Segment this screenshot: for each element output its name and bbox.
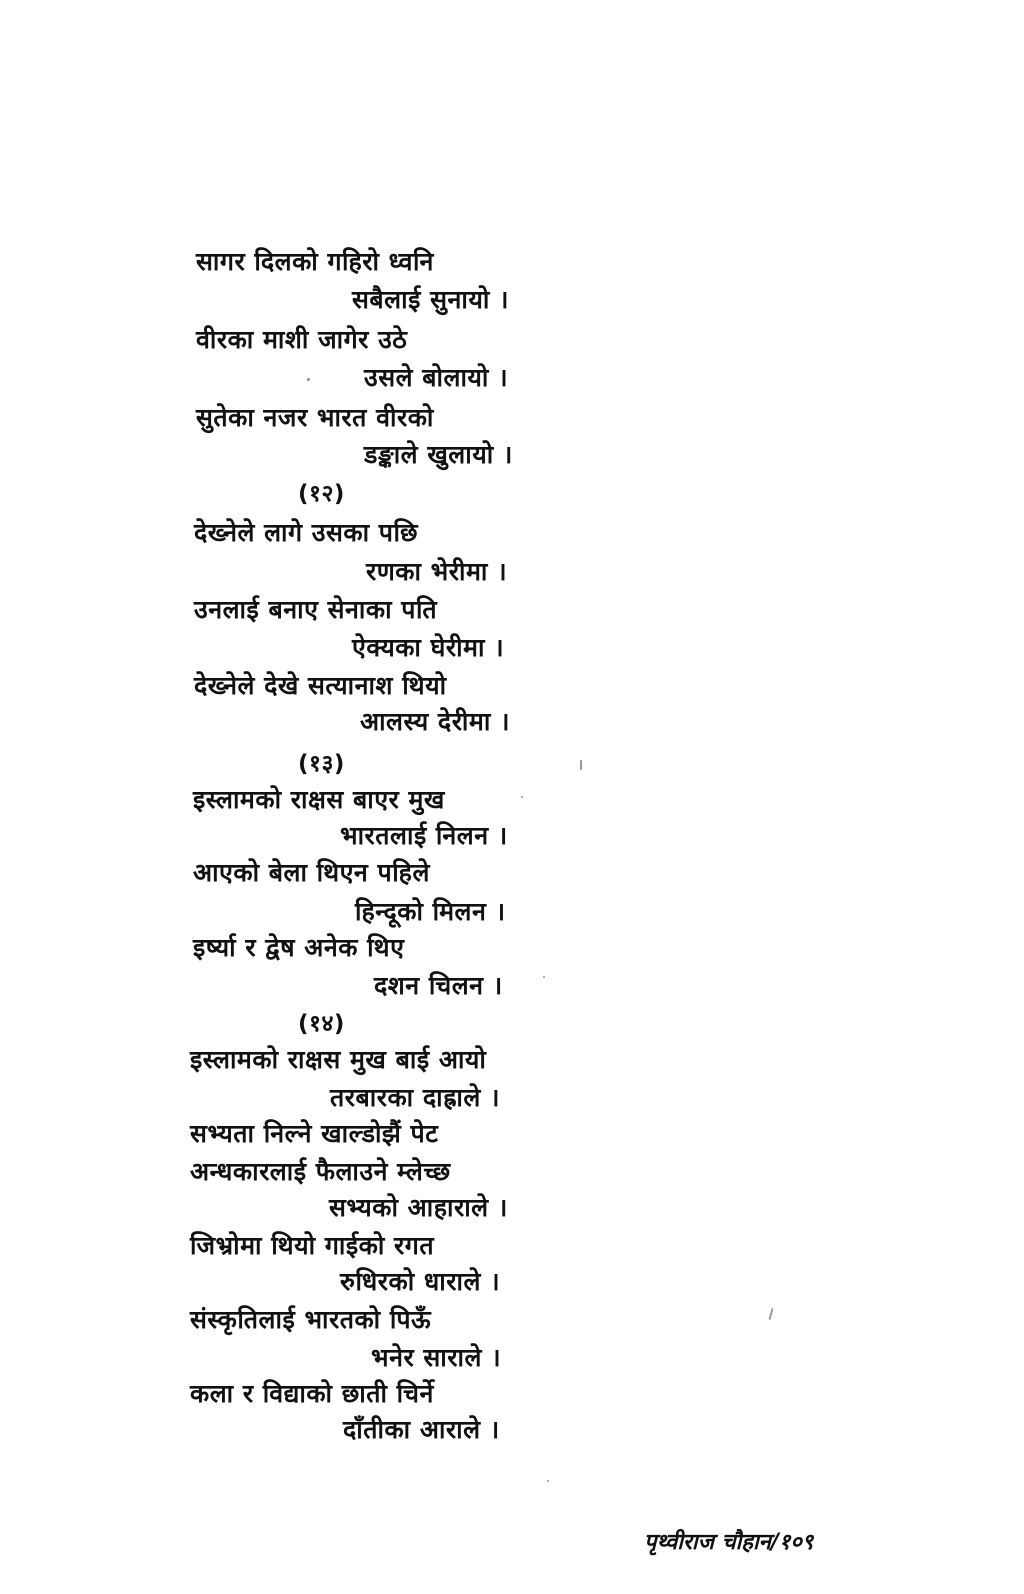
scan-speck	[307, 378, 310, 381]
poem-line: दशन चिलन ।	[374, 971, 503, 1000]
poem-line: आएको बेला थिएन पहिले	[193, 858, 430, 887]
poem-line: कला र विद्याको छाती चिर्ने	[190, 1379, 434, 1408]
stanza-number: (१३)	[298, 751, 345, 777]
poem-line: इस्लामको राक्षस मुख बाई आयो	[190, 1045, 487, 1074]
stanza-number: (१४)	[298, 1011, 345, 1037]
poem-line: जिभ्रोमा थियो गाईको रगत	[190, 1231, 435, 1260]
poem-line: रणका भेरीमा ।	[366, 557, 508, 586]
scan-speck	[580, 760, 582, 770]
poem-line: सुतेका नजर भारत वीरको	[196, 403, 434, 432]
poem-line: संस्कृतिलाई भारतको पिऊँ	[190, 1305, 432, 1334]
scan-speck	[547, 1480, 549, 1482]
stanza-number: (१२)	[298, 481, 345, 507]
poem-line: देख्नेले लागे उसका पछि	[194, 518, 418, 547]
poem-line: इर्ष्या र द्वेष अनेक थिए	[193, 933, 405, 962]
scan-speck	[521, 796, 523, 798]
poem-line: देख्नेले देखे सत्यानाश थियो	[194, 671, 447, 700]
poem-line: भारतलाई निलन ।	[340, 821, 508, 850]
poem-line: अन्धकारलाई फैलाउने म्लेच्छ	[190, 1157, 451, 1186]
poem-line: सबैलाई सुनायो ।	[352, 285, 509, 314]
poem-line: उनलाई बनाए सेनाका पति	[194, 595, 438, 624]
poem-line: सभ्यता निल्ने खाल्डोझैं पेट	[190, 1119, 439, 1148]
poem-line: सागर दिलको गहिरो ध्वनि	[196, 247, 434, 276]
poem-line: आलस्य देरीमा ।	[360, 707, 511, 736]
poem-line: वीरका माशी जागेर उठे	[196, 325, 408, 354]
poem-line: हिन्दूको मिलन ।	[355, 897, 506, 926]
poem-line: ऐक्यका घेरीमा ।	[352, 633, 505, 662]
poem-line: उसले बोलायो ।	[364, 363, 509, 392]
poem-line: दाँतीका आराले ।	[343, 1415, 500, 1444]
poem-line: डङ्काले खुलायो ।	[364, 440, 513, 469]
poem-line: तरबारका दाह्राले ।	[330, 1083, 500, 1112]
page-footer: पृथ्वीराज चौहान/१०९	[644, 1530, 814, 1555]
poem-line: सभ्यको आहाराले ।	[329, 1193, 508, 1222]
poem-line: रुधिरको धाराले ।	[340, 1267, 501, 1296]
poem-line: इस्लामको राक्षस बाएर मुख	[193, 785, 445, 814]
scan-speck	[768, 1308, 773, 1320]
scan-speck	[543, 976, 545, 978]
poem-line: भनेर साराले ।	[371, 1343, 502, 1372]
